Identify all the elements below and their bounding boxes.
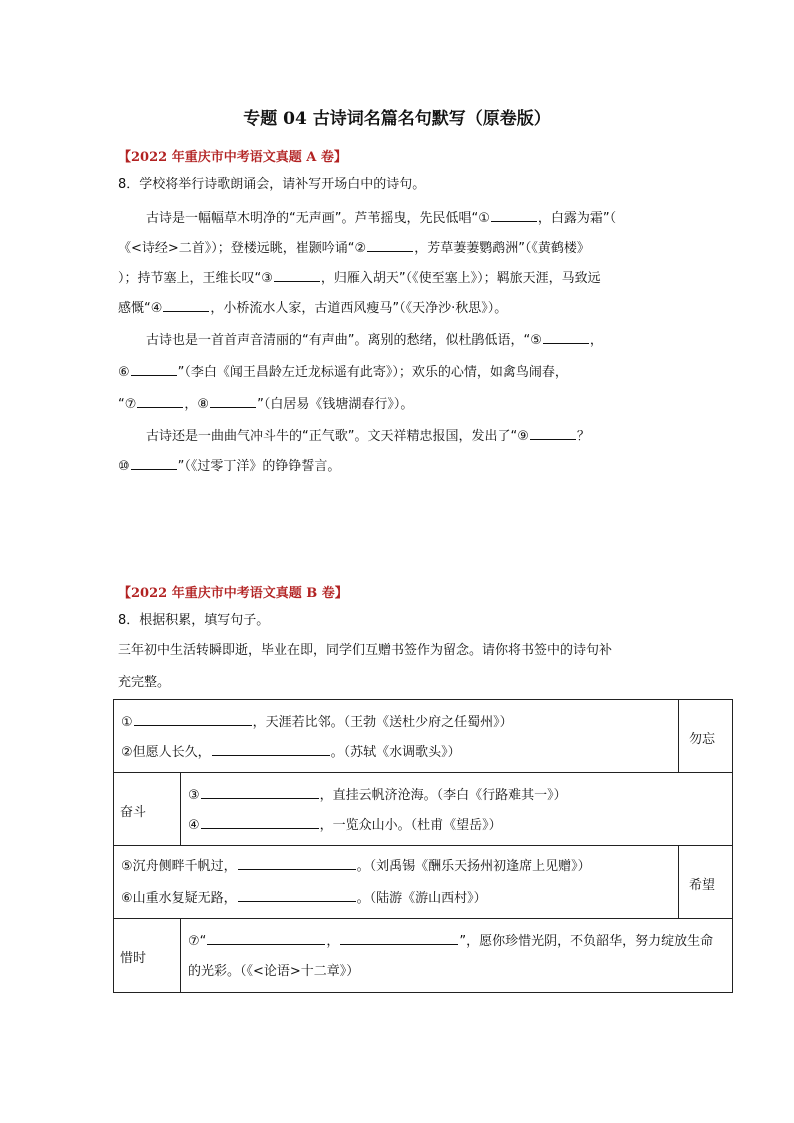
row3-line2: ⑥山重水复疑无路， 。（陆游《游山西村》） <box>121 888 487 908</box>
tag-xishi: 惜时 <box>120 951 147 966</box>
row2-blank-1[interactable] <box>201 785 319 799</box>
answer-blank-2[interactable] <box>367 238 413 252</box>
paragraph-3-line-2: ⑩ ”（《过零丁洋》的铮铮誓言。 <box>118 456 340 476</box>
answer-blank-4[interactable] <box>163 298 209 312</box>
row1-divider <box>678 700 679 772</box>
bookmark-row-3 <box>113 845 733 919</box>
question-a: 8．学校将举行诗歌朗诵会，请补写开场白中的诗句。 <box>118 177 426 192</box>
blank-number-2: ② <box>354 241 367 256</box>
paragraph-1-line-2: 《<诗经>二首》）；登楼远眺，崔颢吟诵“② ，芳草萋萋鹦鹉洲”（《黄鹤楼》 <box>118 238 590 258</box>
answer-blank-9[interactable] <box>530 426 576 440</box>
tag-wuwang: 勿忘 <box>689 732 716 747</box>
row2-divider <box>180 773 181 845</box>
blank-number-9: ⑨ <box>517 429 529 444</box>
row1-blank-1[interactable] <box>134 712 252 726</box>
row2-blank-2[interactable] <box>201 815 319 829</box>
paragraph-3-line-1: 古诗还是一曲曲气冲斗牛的“正气歌”。文天祥精忠报国，发出了“⑨ ？ <box>146 426 590 446</box>
tag-xiwang: 希望 <box>689 878 716 893</box>
row4-line2: 的光彩。（《<论语>十二章》） <box>188 964 360 979</box>
answer-blank-10[interactable] <box>131 456 177 470</box>
intro-line-2: 充完整。 <box>118 675 171 690</box>
intro-line-1: 三年初中生活转瞬即逝，毕业在即，同学们互赠书签作为留念。请你将书签中的诗句补 <box>118 643 613 658</box>
row3-blank-1[interactable] <box>238 856 356 870</box>
bookmark-row-1 <box>113 699 733 773</box>
row4-blank-1[interactable] <box>207 931 325 945</box>
answer-blank-5[interactable] <box>543 330 589 344</box>
row1-blank-2[interactable] <box>212 742 330 756</box>
paragraph-1-line-3: ）；持节塞上，王维长叹“③ ，归雁入胡天”（《使至塞上》）；羁旅天涯，马致远 <box>118 268 601 288</box>
section-b-heading: 【2022 年重庆市中考语文真题 B 卷】 <box>118 586 348 601</box>
row2-line2: ④ ，一览众山小。（杜甫《望岳》） <box>188 815 502 835</box>
row4-blank-2[interactable] <box>340 931 458 945</box>
blank-number-6: ⑥ <box>118 365 130 380</box>
row4-line1: ⑦“ ， ”，愿你珍惜光阴，不负韶华，努力绽放生命 <box>188 931 713 951</box>
answer-blank-1[interactable] <box>491 208 537 222</box>
blank-number-5: ⑤ <box>530 333 542 348</box>
paragraph-2-line-2: ⑥ ”（李白《闻王昌龄左迁龙标遥有此寄》）；欢乐的心情，如禽鸟闹春， <box>118 362 568 382</box>
blank-number-3: ③ <box>261 271 273 286</box>
paragraph-1-line-1: 古诗是一幅幅草木明净的“无声画”。芦苇摇曳，先民低唱“① ，白露为霜”（ <box>146 208 616 228</box>
row3-blank-2[interactable] <box>238 888 356 902</box>
blank-number-4: ④ <box>150 301 163 316</box>
row2-line1: ③ ，直挂云帆济沧海。（李白《行路难其一》） <box>188 785 567 805</box>
bookmark-row-4 <box>113 918 733 993</box>
bookmark-row-2 <box>113 772 733 846</box>
section-a-heading: 【2022 年重庆市中考语文真题 A 卷】 <box>118 150 347 165</box>
paragraph-1-line-4: 感慨“④ ，小桥流水人家，古道西风瘦马”（《天净沙·秋思》）。 <box>118 298 507 318</box>
answer-blank-3[interactable] <box>274 268 320 282</box>
tag-fendou: 奋斗 <box>120 805 147 820</box>
blank-number-1: ① <box>478 211 490 226</box>
row1-line2: ②但愿人长久， 。（苏轼《水调歌头》） <box>121 742 461 762</box>
row4-divider <box>180 919 181 992</box>
page-title: 专题 04 古诗词名篇名句默写（原卷版） <box>243 109 551 129</box>
blank-number-8: ⑧ <box>197 397 210 412</box>
answer-blank-7[interactable] <box>137 394 183 408</box>
row1-line1: ① ，天涯若比邻。（王勃《送杜少府之任蜀州》） <box>121 712 513 732</box>
blank-number-7: ⑦ <box>124 397 137 412</box>
answer-blank-8[interactable] <box>210 394 256 408</box>
row3-divider <box>678 846 679 918</box>
blank-number-10: ⑩ <box>118 459 130 474</box>
row3-line1: ⑤沉舟侧畔千帆过， 。（刘禹锡《酬乐天扬州初逢席上见赠》） <box>121 856 591 876</box>
answer-blank-6[interactable] <box>131 362 177 376</box>
paragraph-2-line-1: 古诗也是一首首声音清丽的“有声曲”。离别的愁绪，似杜鹃低语，“⑤ ， <box>146 330 603 350</box>
question-b: 8．根据积累，填写句子。 <box>118 613 270 628</box>
paragraph-2-line-3: “⑦ ，⑧ ”（白居易《钱塘湖春行》）。 <box>118 394 413 414</box>
